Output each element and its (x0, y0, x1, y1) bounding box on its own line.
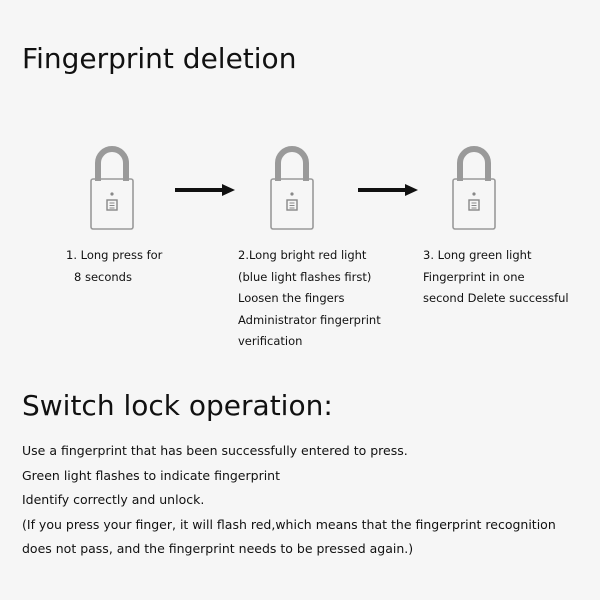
step-3-line-3: second Delete successful (423, 291, 569, 305)
padlock-icon (268, 141, 316, 231)
padlock-icon (450, 141, 498, 231)
instruction-line-1: Use a fingerprint that has been successfully entered to press. (22, 443, 408, 458)
step-1-line-1: 1. Long press for (66, 248, 163, 262)
padlock-icon (88, 141, 136, 231)
switch-lock-operation-title: Switch lock operation: (22, 389, 333, 422)
step-1-text (66, 245, 162, 288)
switch-lock-instructions (22, 439, 556, 562)
step-3-text (423, 245, 569, 310)
step-2-line-2: (blue light flashes first) (238, 269, 372, 284)
instruction-line-4: (If you press your finger, it will flash red,which means that the fingerprint recognition (22, 516, 556, 532)
step-2-line-5: verification (238, 334, 303, 348)
arrow-right-icon (175, 184, 235, 196)
step-3-line-2: Fingerprint in one (423, 269, 525, 284)
step-2-text (238, 245, 381, 353)
step-2-line-1: 2.Long bright red light (238, 248, 367, 262)
instruction-line-5: does not pass, and the fingerprint needs to be pressed again.) (22, 541, 414, 556)
step-3-line-1: 3. Long green light (423, 248, 532, 262)
instruction-line-2: Green light flashes to indicate fingerprint (22, 467, 281, 483)
arrow-right-icon (358, 184, 418, 196)
instruction-line-3: Identify correctly and unlock. (22, 492, 205, 507)
step-2-line-3: Loosen the fingers (238, 291, 345, 305)
step-1-line-2: 8 seconds (74, 269, 132, 284)
step-2-line-4: Administrator fingerprint (238, 312, 381, 327)
fingerprint-deletion-title: Fingerprint deletion (22, 42, 297, 75)
